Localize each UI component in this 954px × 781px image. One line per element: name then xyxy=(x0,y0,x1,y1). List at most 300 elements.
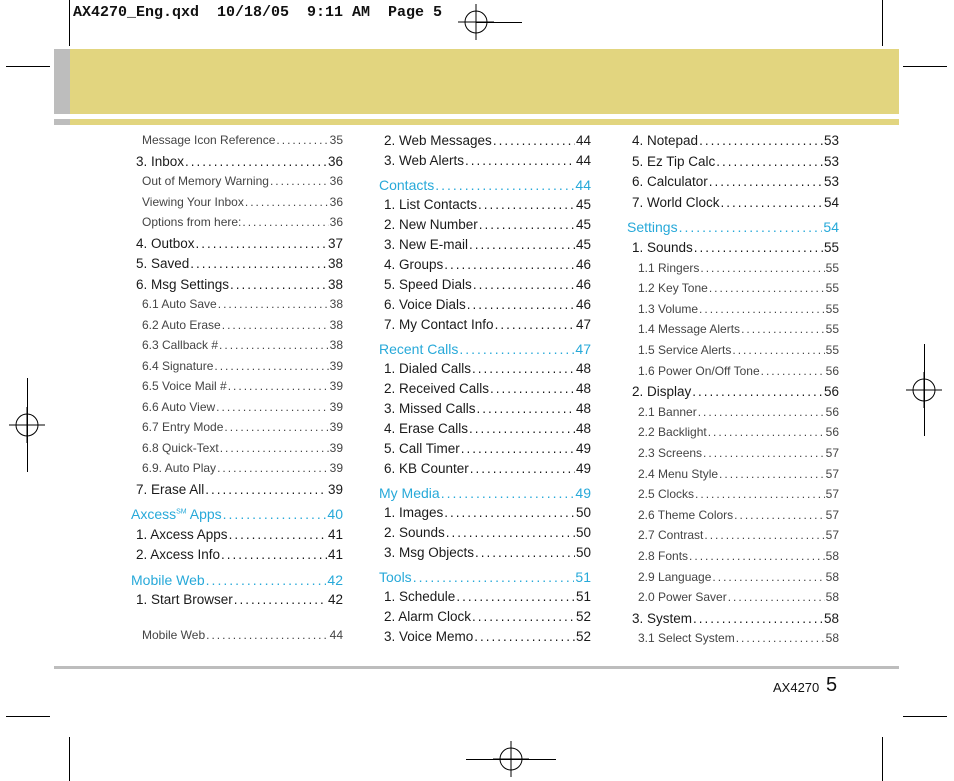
toc-entry xyxy=(136,236,343,256)
toc-section-heading xyxy=(131,506,343,526)
toc-entry xyxy=(142,359,343,379)
dot-leader xyxy=(214,359,328,373)
toc-entry xyxy=(638,446,839,466)
toc-entry xyxy=(638,528,839,548)
toc-entry-title: 1. Start Browser xyxy=(136,592,233,607)
dot-leader xyxy=(472,609,575,624)
toc-page-number: 50 xyxy=(575,525,591,540)
toc-entry xyxy=(638,302,839,322)
toc-entry xyxy=(384,461,591,481)
toc-entry xyxy=(384,197,591,217)
toc-entry-title xyxy=(131,506,222,522)
toc-entry-title: 2.3 Screens xyxy=(638,446,703,460)
toc-entry xyxy=(142,379,343,399)
toc-page-number: 46 xyxy=(575,297,591,312)
toc-section-heading xyxy=(131,572,343,592)
toc-entry-title: 2.4 Menu Style xyxy=(638,466,719,481)
toc-page-number: 56 xyxy=(825,363,839,378)
toc-entry-title: 1.6 Power On/Off Tone xyxy=(638,363,760,378)
toc-entry-title: 2.2 Backlight xyxy=(638,425,707,440)
dot-leader xyxy=(695,487,825,501)
toc-page-number: 51 xyxy=(575,569,591,585)
toc-entry-title: 1.5 Service Alerts xyxy=(638,343,732,357)
toc-entry-title: 2. Alarm Clock xyxy=(384,609,472,624)
toc-entry-title: 5. Saved xyxy=(136,256,190,271)
toc-page-number: 41 xyxy=(327,526,343,542)
dot-leader xyxy=(734,508,824,522)
toc-entry-title: 2.6 Theme Colors xyxy=(638,507,734,522)
toc-entry-title: 1. Images xyxy=(384,505,444,520)
toc-page-number: 42 xyxy=(327,592,343,607)
toc-page-number: 48 xyxy=(575,361,591,376)
page-number: 5 xyxy=(826,674,838,696)
toc-entry xyxy=(638,405,839,425)
toc-page-number: 53 xyxy=(823,153,839,169)
dot-leader xyxy=(222,318,329,332)
toc-entry xyxy=(136,592,343,612)
dot-leader xyxy=(761,364,825,378)
toc-entry xyxy=(142,215,343,235)
toc-page-number: 54 xyxy=(823,194,839,210)
toc-entry xyxy=(384,609,591,629)
toc-page-number: 44 xyxy=(575,133,591,148)
footer-model-label: AX4270 xyxy=(773,680,820,695)
toc-entry xyxy=(632,133,839,153)
dot-leader xyxy=(709,281,825,295)
toc-entry-title: 6.8 Quick-Text xyxy=(142,440,219,455)
toc-entry-title: 2. Sounds xyxy=(384,525,445,540)
toc-page-number: 57 xyxy=(825,507,839,522)
toc-section-heading xyxy=(379,341,591,361)
dot-leader xyxy=(196,236,327,251)
toc-page-number: 40 xyxy=(327,506,343,522)
toc-page-number: 42 xyxy=(327,571,343,588)
toc-entry xyxy=(638,364,839,384)
toc-entry xyxy=(142,628,343,648)
toc-entry-title: 3. System xyxy=(632,610,693,626)
toc-entry-title: 6. Msg Settings xyxy=(136,276,230,292)
dot-leader xyxy=(716,154,823,169)
toc-entry-title: Recent Calls xyxy=(379,341,459,357)
dot-leader xyxy=(234,592,327,607)
toc-entry-title: My Media xyxy=(379,485,440,501)
dot-leader xyxy=(470,461,575,476)
dot-leader xyxy=(221,547,327,562)
toc-entry-title: 2.9 Language xyxy=(638,569,712,584)
toc-entry-title: 4. Notepad xyxy=(632,133,699,148)
toc-entry-title: 3. Msg Objects xyxy=(384,545,475,560)
dot-leader xyxy=(704,528,824,542)
toc-page-number: 37 xyxy=(327,235,343,251)
toc-section-heading xyxy=(627,219,839,239)
toc-entry-title: 6.7 Entry Mode xyxy=(142,420,224,434)
toc-entry xyxy=(638,261,839,281)
toc-page-number: 55 xyxy=(825,281,839,296)
toc-entry-title: 2. Received Calls xyxy=(384,381,490,396)
dot-leader xyxy=(444,505,575,520)
toc-entry xyxy=(142,400,343,420)
toc-entry xyxy=(632,384,839,404)
toc-page-number: 53 xyxy=(823,174,839,190)
crop-mark xyxy=(882,0,883,46)
dot-leader xyxy=(217,461,329,475)
toc-entry xyxy=(136,277,343,297)
dot-leader xyxy=(699,302,825,316)
toc-entry-title: Mobile Web xyxy=(142,627,206,642)
toc-entry xyxy=(638,590,839,610)
toc-page-number: 58 xyxy=(825,590,839,605)
dot-leader xyxy=(493,133,575,148)
toc-entry xyxy=(638,467,839,487)
dot-leader xyxy=(477,401,575,416)
dot-leader xyxy=(461,441,575,456)
dot-leader xyxy=(474,629,575,644)
toc-page-number: 58 xyxy=(825,549,839,563)
toc-entry-title: 6. KB Counter xyxy=(384,461,469,476)
toc-entry-title: 2.7 Contrast xyxy=(638,528,704,543)
toc-entry-title: 5. Ez Tip Calc xyxy=(632,153,716,169)
toc-entry-title: 7. World Clock xyxy=(632,194,720,210)
toc-entry xyxy=(142,461,343,481)
toc-entry-title: 2. Display xyxy=(632,384,692,400)
dot-leader xyxy=(218,297,329,311)
toc-page-number: 49 xyxy=(575,485,591,501)
dot-leader xyxy=(185,154,327,169)
header-accent-bar xyxy=(54,49,899,114)
toc-page-number: 47 xyxy=(575,341,591,357)
toc-entry xyxy=(142,174,343,194)
toc-page-number: 51 xyxy=(575,589,591,604)
crop-mark xyxy=(6,66,50,67)
toc-entry-title: 7. My Contact Info xyxy=(384,317,494,332)
crop-mark xyxy=(882,737,883,781)
toc-page-number: 45 xyxy=(575,237,591,252)
toc-entry xyxy=(632,174,839,194)
header-rule xyxy=(54,119,899,125)
toc-entry-title: 6. Calculator xyxy=(632,174,708,190)
dot-leader xyxy=(229,527,327,542)
toc-entry xyxy=(142,338,343,358)
toc-page-number: 38 xyxy=(329,338,343,352)
toc-entry-title: 2.8 Fonts xyxy=(638,549,689,563)
toc-page-number: 46 xyxy=(575,277,591,292)
toc-entry-title: Mobile Web xyxy=(131,571,205,588)
toc-page-number: 56 xyxy=(823,384,839,400)
toc-entry-title: Out of Memory Warning xyxy=(142,174,269,188)
toc-entry xyxy=(384,217,591,237)
toc-page-number: 41 xyxy=(327,547,343,562)
toc-entry xyxy=(384,133,591,153)
toc-entry-title: 1. Schedule xyxy=(384,589,456,604)
toc-entry xyxy=(638,549,839,569)
dot-leader xyxy=(692,384,823,399)
dot-leader xyxy=(699,133,823,148)
toc-page-number: 57 xyxy=(825,446,839,460)
toc-page-number: 39 xyxy=(329,399,343,414)
toc-page-number: 47 xyxy=(575,317,591,332)
dot-leader xyxy=(473,277,575,292)
dot-leader xyxy=(190,256,327,271)
toc-entry-title-part: Axcess xyxy=(131,506,177,522)
dot-leader xyxy=(700,261,824,275)
dot-leader xyxy=(689,549,825,563)
toc-entry-title: 5. Speed Dials xyxy=(384,277,472,292)
toc-entry xyxy=(136,527,343,547)
toc-page-number: 52 xyxy=(575,609,591,624)
dot-leader xyxy=(216,400,328,414)
toc-page-number: 57 xyxy=(825,528,839,543)
toc-section-heading xyxy=(379,177,591,197)
toc-page-number: 58 xyxy=(825,569,839,584)
toc-entry-title: 4. Erase Calls xyxy=(384,421,469,436)
dot-leader xyxy=(712,570,824,584)
toc-entry-title-part: Apps xyxy=(186,506,222,522)
dot-leader xyxy=(694,240,823,255)
dot-leader xyxy=(495,317,575,332)
toc-entry-title: Options from here: xyxy=(142,215,242,229)
dot-leader xyxy=(721,195,823,210)
toc-entry-title: 6.9. Auto Play xyxy=(142,461,217,475)
dot-leader xyxy=(456,589,575,604)
toc-entry xyxy=(384,153,591,173)
toc-entry xyxy=(384,297,591,317)
toc-entry-title: Settings xyxy=(627,219,678,236)
dot-leader xyxy=(446,525,575,540)
dot-leader xyxy=(465,153,575,168)
dot-leader xyxy=(444,257,575,272)
toc-page-number: 58 xyxy=(825,631,839,646)
toc-page-number: 44 xyxy=(329,627,343,642)
toc-entry xyxy=(384,237,591,257)
toc-section-heading xyxy=(379,569,591,589)
toc-page-number: 45 xyxy=(575,197,591,212)
dot-leader xyxy=(469,421,575,436)
toc-entry xyxy=(638,631,839,651)
toc-page-number: 48 xyxy=(575,421,591,436)
dot-leader xyxy=(224,420,328,434)
dot-leader xyxy=(698,405,825,419)
toc-page-number: 39 xyxy=(329,461,343,475)
dot-leader xyxy=(206,628,329,642)
crop-mark xyxy=(903,716,947,717)
toc-page-number: 36 xyxy=(329,174,343,188)
toc-page-number: 50 xyxy=(575,545,591,560)
toc-entry-title: 2. Web Messages xyxy=(384,133,492,148)
toc-page-number: 52 xyxy=(575,629,591,644)
dot-leader xyxy=(693,611,823,626)
toc-entry-title: 1. Dialed Calls xyxy=(384,361,472,376)
dot-leader xyxy=(435,177,574,193)
toc-entry-title: Message Icon Reference xyxy=(142,133,276,147)
toc-entry-title: 2. New Number xyxy=(384,217,478,232)
toc-page-number: 39 xyxy=(329,420,343,434)
toc-entry xyxy=(632,195,839,215)
dot-leader xyxy=(732,343,824,357)
toc-entry-title: 3. Inbox xyxy=(136,153,185,169)
toc-entry-title: 6.3 Callback # xyxy=(142,338,219,352)
dot-leader xyxy=(228,379,329,393)
toc-entry xyxy=(136,154,343,174)
toc-page-number: 53 xyxy=(823,133,839,148)
toc-entry-title: 6.5 Voice Mail # xyxy=(142,379,227,393)
footer-rule xyxy=(54,666,899,669)
toc-page-number: 36 xyxy=(329,215,343,229)
dot-leader xyxy=(736,631,825,645)
crop-mark xyxy=(69,0,70,46)
toc-entry-title: 3. Missed Calls xyxy=(384,401,476,416)
toc-page-number: 38 xyxy=(327,276,343,292)
print-slug-line: AX4270_Eng.qxd 10/18/05 9:11 AM Page 5 xyxy=(73,4,443,21)
dot-leader xyxy=(206,572,327,588)
toc-page-number: 49 xyxy=(575,461,591,476)
toc-entry-title: 6. Voice Dials xyxy=(384,297,466,312)
toc-page-number: 39 xyxy=(329,358,343,373)
dot-leader xyxy=(469,237,575,252)
toc-page-number: 50 xyxy=(575,505,591,520)
dot-leader xyxy=(478,197,575,212)
crop-mark xyxy=(69,737,70,781)
toc-entry-title: Contacts xyxy=(379,177,435,193)
dot-leader xyxy=(472,361,575,376)
toc-entry xyxy=(638,343,839,363)
header-gray-tab xyxy=(54,49,70,114)
toc-entry-title: 6.4 Signature xyxy=(142,358,214,373)
toc-entry-title: 1. Sounds xyxy=(632,240,693,255)
toc-page-number: 38 xyxy=(327,256,343,271)
toc-entry xyxy=(632,240,839,260)
dot-leader xyxy=(741,322,825,336)
crop-mark xyxy=(924,344,925,436)
toc-entry-title: 6.1 Auto Save xyxy=(142,297,217,311)
toc-entry-title: 2.5 Clocks xyxy=(638,487,695,502)
toc-entry xyxy=(384,629,591,649)
toc-page-number: 38 xyxy=(329,297,343,311)
toc-page-number: 54 xyxy=(823,219,839,236)
toc-page-number: 36 xyxy=(329,194,343,209)
toc-entry xyxy=(384,401,591,421)
crop-mark xyxy=(6,716,50,717)
toc-entry-title: 6.2 Auto Erase xyxy=(142,317,221,332)
toc-entry xyxy=(638,425,839,445)
toc-entry-title: 4. Groups xyxy=(384,257,444,272)
toc-entry xyxy=(142,133,343,153)
toc-entry-title: 1. Axcess Apps xyxy=(136,526,228,542)
toc-page-number: 36 xyxy=(327,153,343,169)
toc-entry xyxy=(384,421,591,441)
toc-entry xyxy=(632,611,839,631)
toc-page-number: 56 xyxy=(825,425,839,440)
toc-entry xyxy=(638,487,839,507)
toc-entry xyxy=(384,441,591,461)
dot-leader xyxy=(205,482,327,497)
toc-entry xyxy=(142,420,343,440)
toc-page-number: 44 xyxy=(575,177,591,193)
dot-leader xyxy=(475,545,575,560)
toc-section-heading xyxy=(379,485,591,505)
dot-leader xyxy=(728,590,825,604)
toc-entry xyxy=(638,322,839,342)
toc-page-number: 55 xyxy=(825,322,839,337)
toc-page-number: 57 xyxy=(825,466,839,481)
crop-mark xyxy=(466,759,556,760)
toc-entry-title: 1.4 Message Alerts xyxy=(638,322,741,337)
dot-leader xyxy=(276,133,328,147)
toc-entry-title: 1. List Contacts xyxy=(384,197,478,212)
toc-entry xyxy=(142,441,343,461)
dot-leader xyxy=(413,569,575,585)
toc-page-number: 57 xyxy=(825,487,839,502)
toc-page-number: 58 xyxy=(823,610,839,626)
toc-entry-title: 3.1 Select System xyxy=(638,631,735,646)
dot-leader xyxy=(230,277,327,292)
toc-entry-title: 1.2 Key Tone xyxy=(638,281,708,296)
toc-page-number: 55 xyxy=(823,240,839,255)
toc-entry-title: 2.0 Power Saver xyxy=(638,590,727,605)
toc-page-number: 56 xyxy=(825,404,839,419)
toc-entry xyxy=(384,545,591,565)
dot-leader xyxy=(441,485,575,501)
toc-entry-title: Tools xyxy=(379,569,412,585)
toc-entry-title: 4. Outbox xyxy=(136,235,195,251)
dot-leader xyxy=(270,174,329,188)
dot-leader xyxy=(679,219,823,235)
toc-entry xyxy=(384,525,591,545)
dot-leader xyxy=(703,446,825,460)
dot-leader xyxy=(490,381,575,396)
header-rule-gray-tab xyxy=(54,119,70,125)
toc-page-number: 55 xyxy=(825,343,839,357)
dot-leader xyxy=(719,467,825,481)
toc-entry xyxy=(384,505,591,525)
toc-page-number: 38 xyxy=(329,317,343,332)
toc-page-number: 39 xyxy=(329,379,343,393)
toc-entry xyxy=(136,256,343,276)
toc-entry xyxy=(142,195,343,215)
toc-entry-title: 1.1 Ringers xyxy=(638,260,700,275)
crop-mark xyxy=(27,378,28,472)
toc-entry-title: 3. Voice Memo xyxy=(384,629,474,644)
toc-entry xyxy=(384,277,591,297)
toc-entry xyxy=(632,154,839,174)
toc-entry-title: 1.3 Volume xyxy=(638,301,699,316)
toc-page-number: 48 xyxy=(575,401,591,416)
toc-entry-title: 3. Web Alerts xyxy=(384,153,465,168)
dot-leader xyxy=(220,441,329,455)
toc-page-number: 45 xyxy=(575,217,591,232)
toc-entry xyxy=(638,281,839,301)
toc-entry-title: Viewing Your Inbox xyxy=(142,194,244,209)
toc-entry xyxy=(142,297,343,317)
crop-mark xyxy=(476,22,522,23)
toc-entry xyxy=(142,318,343,338)
toc-page-number: 55 xyxy=(825,301,839,316)
dot-leader xyxy=(219,338,329,352)
toc-entry xyxy=(136,482,343,502)
toc-entry xyxy=(136,547,343,567)
toc-entry-title: 3. New E-mail xyxy=(384,237,469,252)
dot-leader xyxy=(459,341,574,357)
toc-page-number: 48 xyxy=(575,381,591,396)
service-mark: SM xyxy=(176,508,187,516)
toc-entry-title: 2. Axcess Info xyxy=(136,547,221,562)
dot-leader xyxy=(709,174,823,189)
dot-leader xyxy=(245,195,329,209)
dot-leader xyxy=(242,215,328,229)
dot-leader xyxy=(708,425,825,439)
toc-entry xyxy=(384,589,591,609)
toc-entry-title: 2.1 Banner xyxy=(638,404,697,419)
toc-entry-title: 5. Call Timer xyxy=(384,441,460,456)
